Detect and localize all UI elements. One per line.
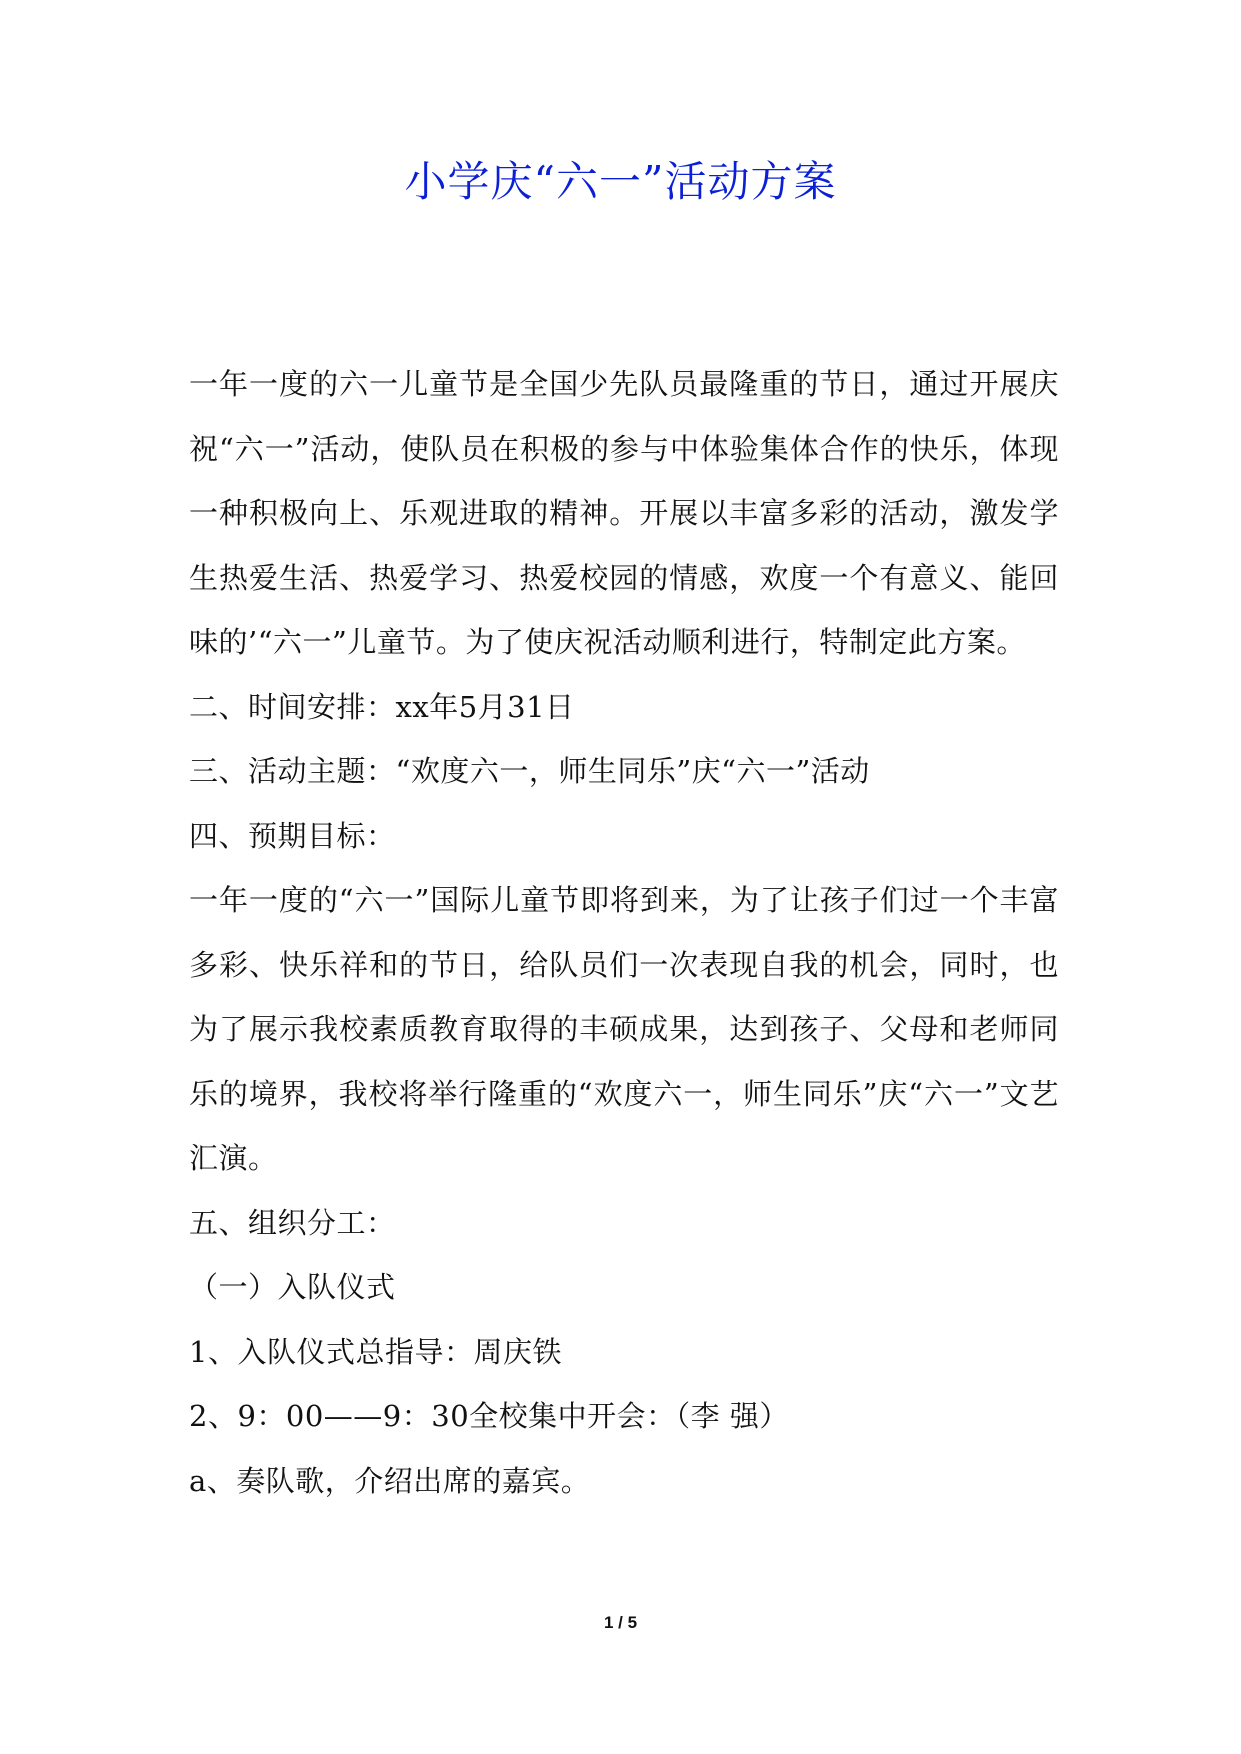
- organization-heading: 五、组织分工：: [189, 1205, 396, 1240]
- time-arrangement: 二、时间安排：xx年5月31日: [189, 689, 575, 724]
- ceremony-subheading: （一）入队仪式: [189, 1270, 396, 1304]
- intro-paragraph: 一年一度的六一儿童节是全国少先队员最隆重的节日，通过开展庆祝“六一”活动，使队员在积极的参与中体验集体合作的快乐，体现一种积极向上、乐观进取的精神。开展以丰富多彩的活动，激发学生热爱生活、热爱学习、热爱校园的情感，欢度一个有意义、能回味的’“六一”儿童节。为了使庆祝活动顺利进行，特制定此方案。: [189, 367, 1059, 659]
- list-item: a、奏队歌，介绍出席的嘉宾。: [189, 1463, 591, 1498]
- goals-paragraph: 一年一度的“六一”国际儿童节即将到来，为了让孩子们过一个丰富多彩、快乐祥和的节日，给队员们一次表现自我的机会，同时，也为了展示我校素质教育取得的丰硕成果，达到孩子、父母和老师同乐的境界，我校将举行隆重的“欢度六一，师生同乐”庆“六一”文艺汇演。: [189, 883, 1059, 1175]
- page-number: 1 / 5: [603, 1613, 638, 1632]
- activity-theme: 三、活动主题：“欢度六一，师生同乐”庆“六一”活动: [189, 754, 870, 788]
- goals-heading: 四、预期目标：: [189, 818, 396, 853]
- list-item: 2、9：00——9：30全校集中开会：（李 强）: [189, 1399, 789, 1433]
- document-title: 小学庆“六一”活动方案: [404, 157, 837, 206]
- list-item: 1、入队仪式总指导：周庆铁: [189, 1334, 562, 1369]
- document-body: [189, 352, 1059, 1513]
